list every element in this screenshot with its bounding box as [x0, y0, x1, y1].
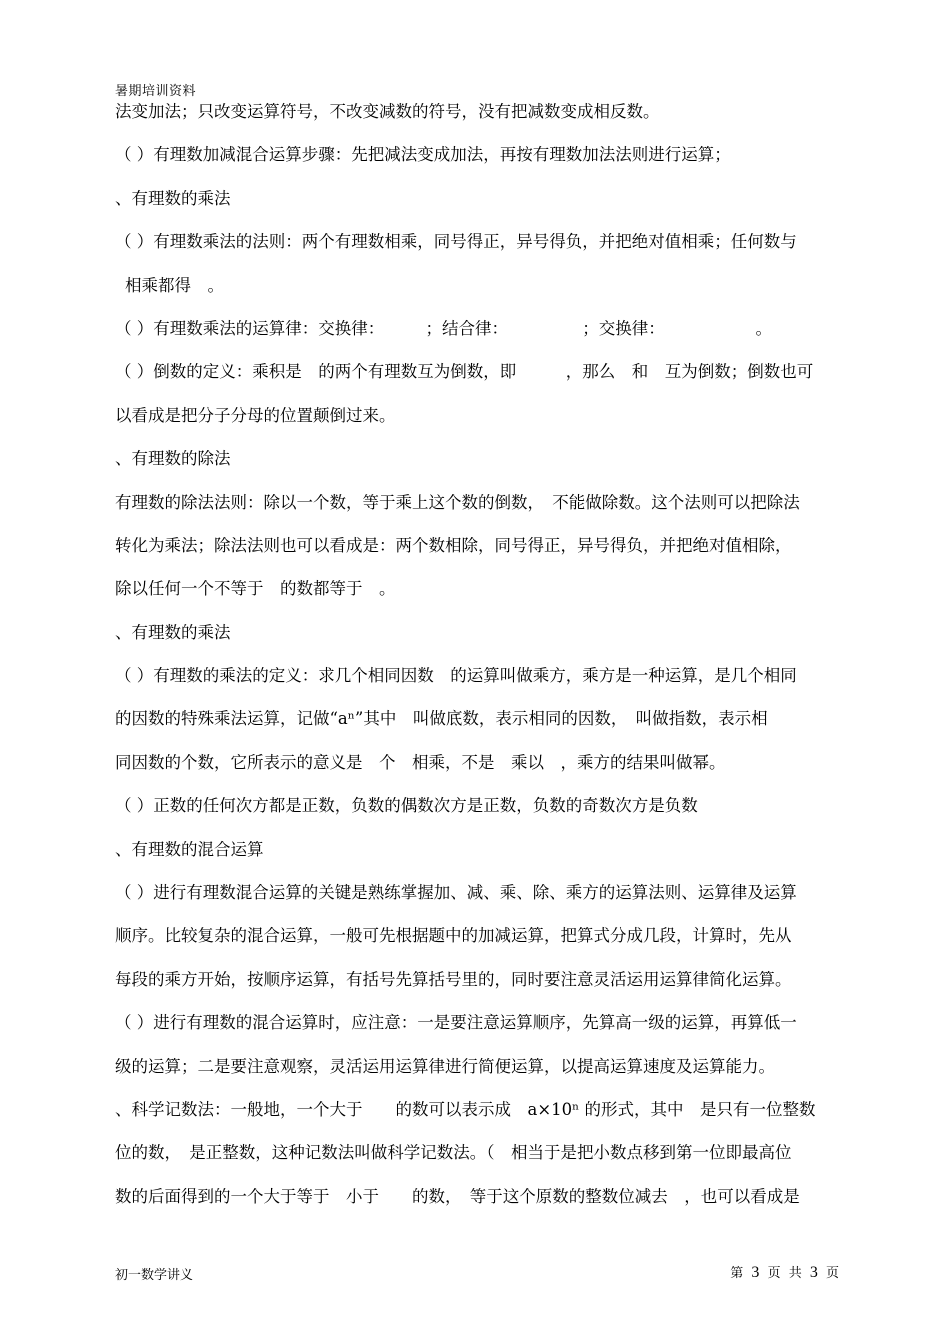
- text-line: （ ）有理数乘法的法则：两个有理数相乘，同号得正，异号得负，并把绝对值相乘；任何数与: [115, 232, 797, 252]
- text-line: 以看成是把分子分母的位置颠倒过来。: [115, 405, 396, 425]
- current-page: 3: [751, 1264, 760, 1281]
- page-number: [730, 1262, 839, 1282]
- text-line: （ ）进行有理数的混合运算时，应注意：一是要注意运算顺序，先算高一级的运算，再算低一: [115, 1013, 797, 1033]
- section-heading: 、有理数的混合运算: [115, 839, 264, 859]
- text-line: 级的运算；二是要注意观察，灵活运用运算律进行简便运算，以提高运算速度及运算能力。: [115, 1056, 775, 1076]
- text-line: （ ）倒数的定义：乘积是 的两个有理数互为倒数，即 ，那么 和 互为倒数；倒数也可: [115, 362, 814, 382]
- text-line: （ ）有理数加减混合运算步骤：先把减法变成加法，再按有理数加法法则进行运算；: [115, 145, 731, 165]
- text-line: （ ）有理数乘法的运算律：交换律： ；结合律： ；交换律： 。: [115, 318, 772, 338]
- page-header: 暑期培训资料: [115, 84, 197, 99]
- page-middle: 页 共: [767, 1266, 802, 1281]
- text-line: 数的后面得到的一个大于等于 小于 的数， 等于这个原数的整数位减去 ，也可以看成是: [115, 1186, 800, 1206]
- text-line: 有理数的除法法则：除以一个数，等于乘上这个数的倒数， 不能做除数。这个法则可以把除法: [115, 492, 800, 512]
- document-body: [115, 101, 840, 1229]
- text-line: 的因数的特殊乘法运算，记做“aⁿ”其中 叫做底数，表示相同的因数， 叫做指数，表示相: [115, 709, 768, 729]
- text-line: 相乘都得 。: [125, 275, 224, 295]
- text-line: 同因数的个数，它所表示的意义是 个 相乘，不是 乘以 ，乘方的结果叫做幂。: [115, 752, 726, 772]
- text-line: 顺序。比较复杂的混合运算，一般可先根据题中的加减运算，把算式分成几段，计算时，先从: [115, 926, 792, 946]
- section-heading: 、有理数的乘法: [115, 188, 231, 208]
- text-line: （ ）正数的任何次方都是正数，负数的偶数次方是正数，负数的奇数次方是负数: [115, 796, 698, 816]
- text-line: 每段的乘方开始，按顺序运算，有括号先算括号里的，同时要注意灵活运用运算律简化运算。: [115, 969, 792, 989]
- total-pages: 3: [809, 1264, 818, 1281]
- text-line: 位的数， 是正整数，这种记数法叫做科学记数法。（ 相当于是把小数点移到第一位即最高位: [115, 1143, 792, 1163]
- section-heading: 、有理数的乘法: [115, 622, 231, 642]
- text-line: 转化为乘法；除法法则也可以看成是：两个数相除，同号得正，异号得负，并把绝对值相除，: [115, 535, 792, 555]
- text-line: （ ）有理数的乘法的定义：求几个相同因数 的运算叫做乘方，乘方是一种运算，是几个相同: [115, 666, 797, 686]
- text-line: （ ）进行有理数混合运算的关键是熟练掌握加、减、乘、除、乘方的运算法则、运算律及运算: [115, 883, 797, 903]
- section-heading: 、有理数的除法: [115, 449, 231, 469]
- footer-title: 初一数学讲义: [115, 1268, 194, 1283]
- section-heading: 、科学记数法：一般地，一个大于 的数可以表示成 a×10ⁿ 的形式，其中 是只有一位整数: [115, 1099, 816, 1119]
- page-prefix: 第: [730, 1266, 744, 1281]
- text-line: 除以任何一个不等于 的数都等于 。: [115, 579, 396, 599]
- text-line: 法变加法；只改变运算符号，不改变减数的符号，没有把减数变成相反数。: [115, 102, 660, 121]
- page-suffix: 页: [825, 1266, 839, 1281]
